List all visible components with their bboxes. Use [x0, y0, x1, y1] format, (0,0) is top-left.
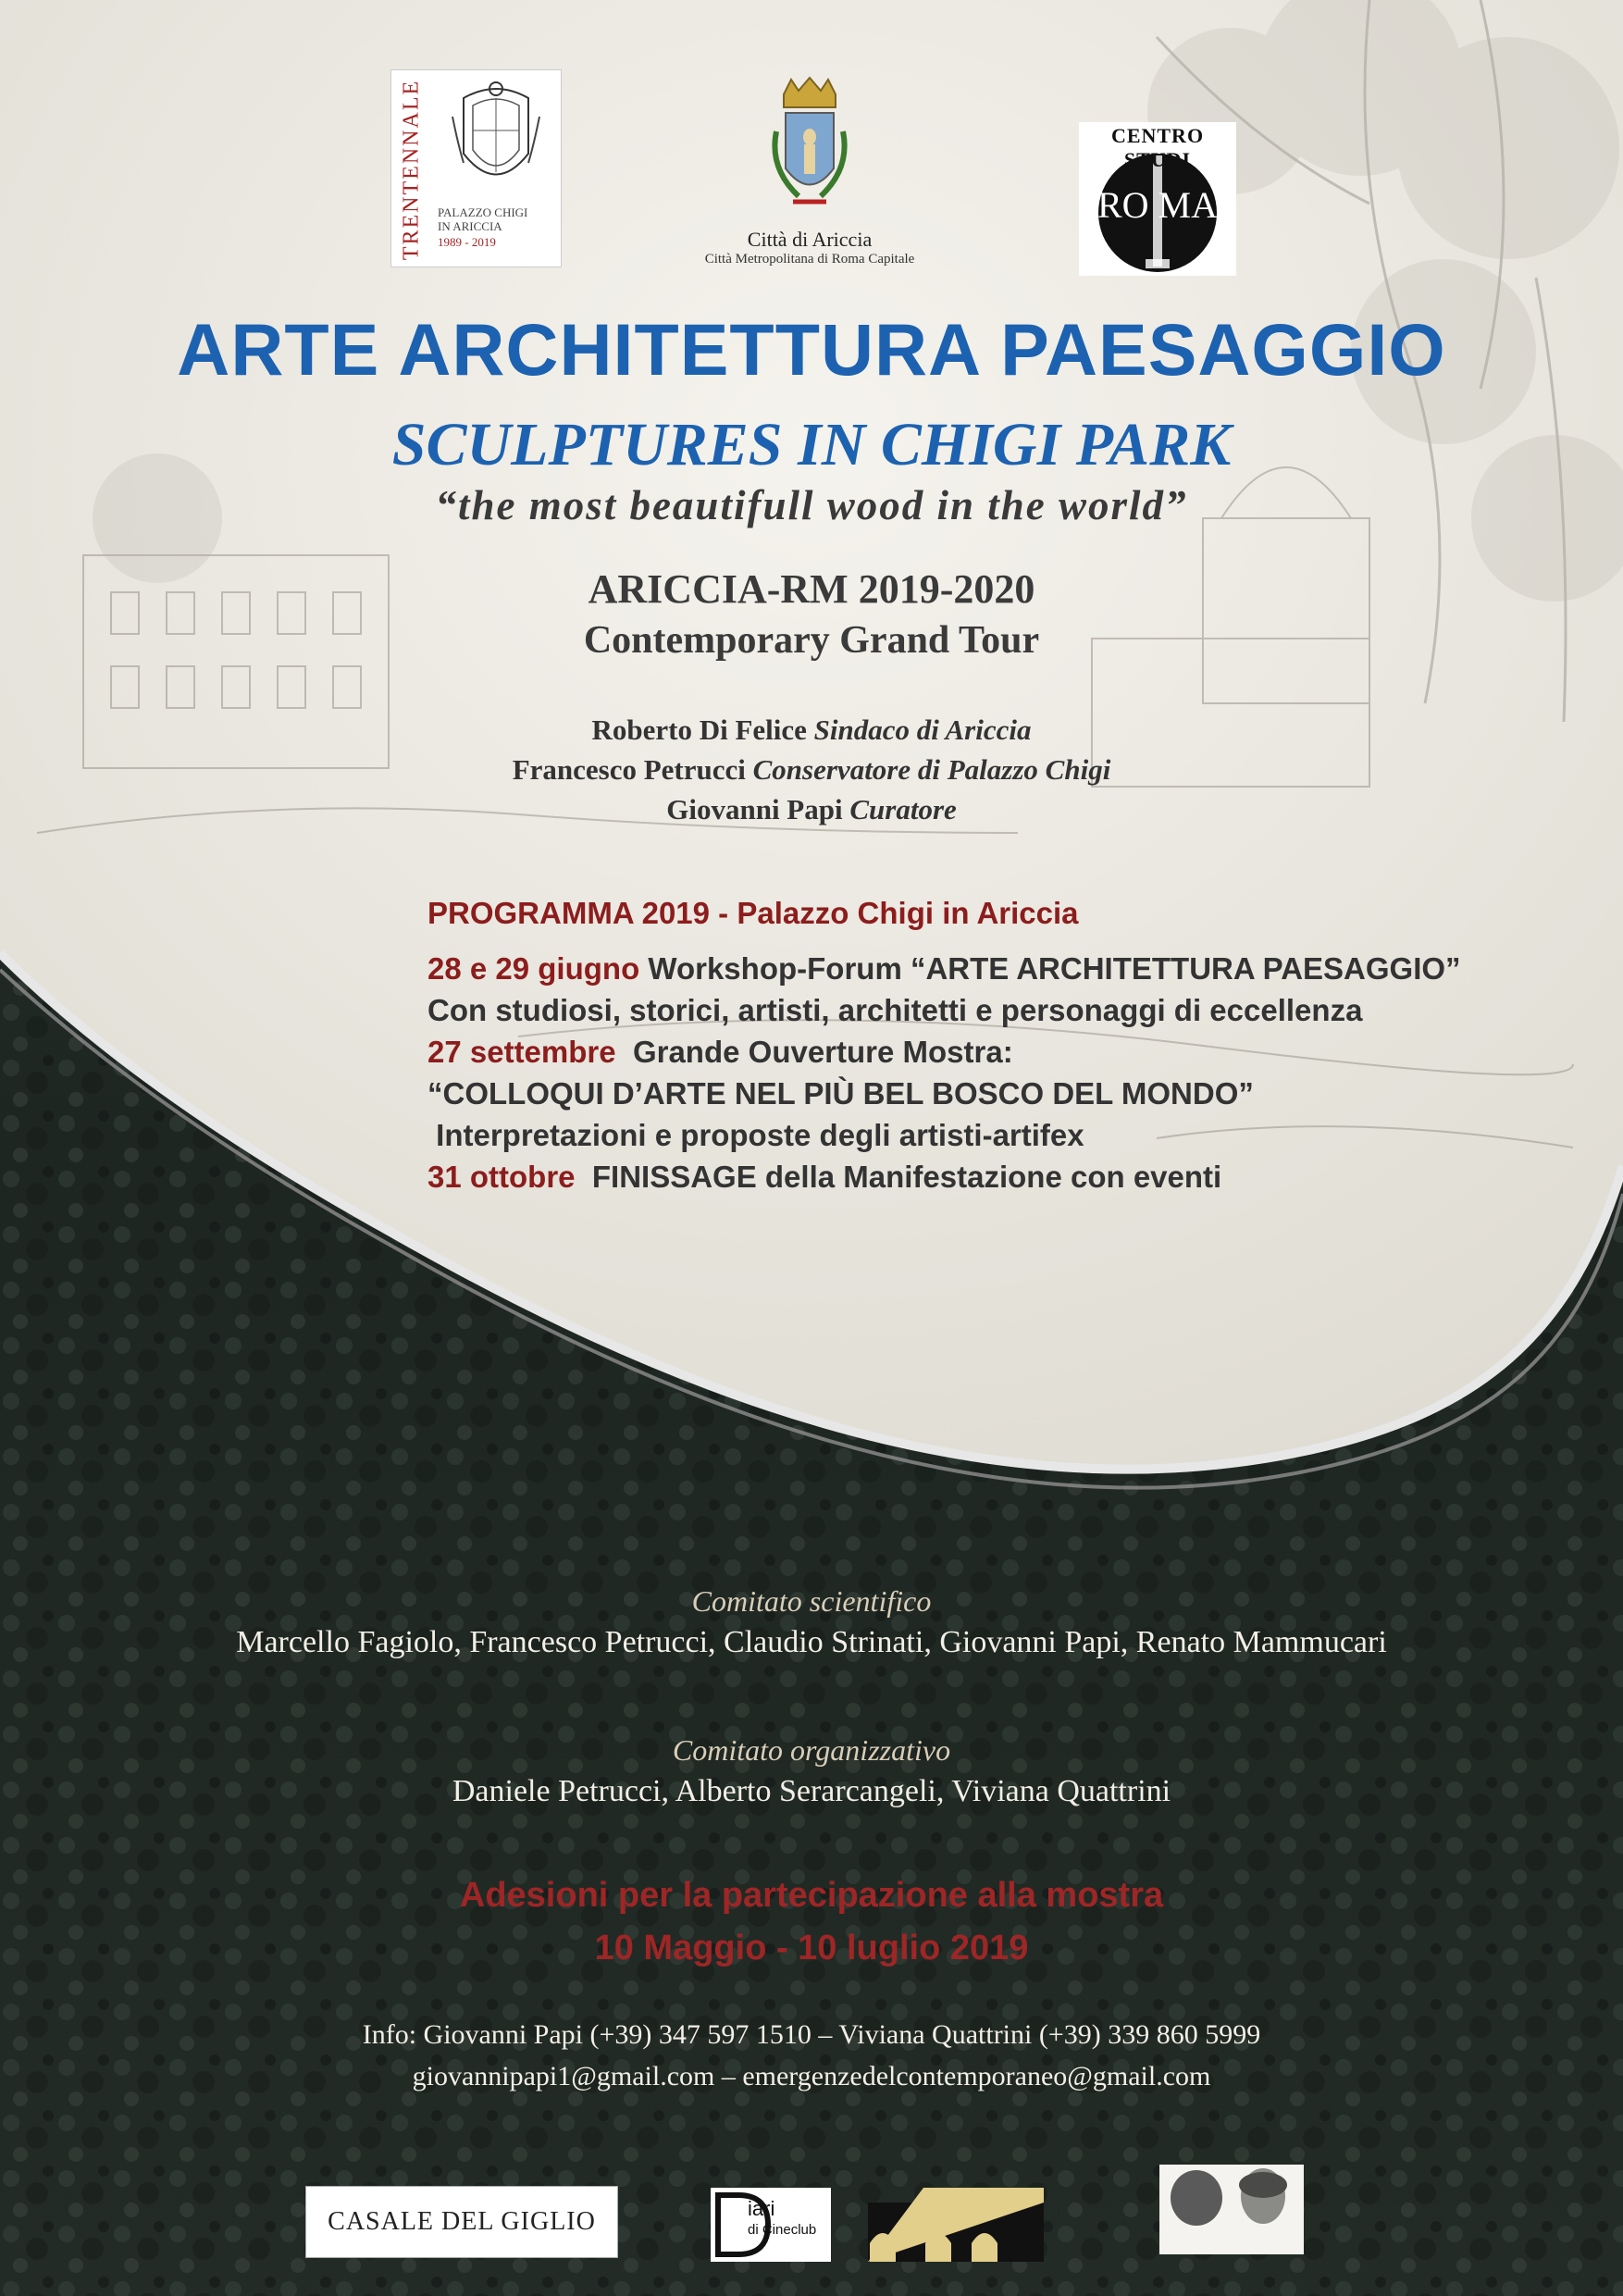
sculpture-photo-logo: [1159, 2165, 1304, 2254]
adesioni-title: Adesioni per la partecipazione alla mostra: [459, 1876, 1164, 1915]
ariccia-name: Città di Ariccia: [747, 228, 873, 251]
scientific-committee-members: Marcello Fagiolo, Francesco Petrucci, Claudio Strinati, Giovanni Papi, Renato Mammucari: [236, 1625, 1387, 1659]
scientific-committee-label: Comitato scientifico: [691, 1584, 932, 1618]
poster-subtitle: SCULPTURES IN CHIGI PARK: [391, 411, 1232, 478]
person-curator: Giovanni Papi Curatore: [666, 793, 957, 825]
program-item: 31 ottobre FINISSAGE della Manifestazione con eventi: [427, 1160, 1222, 1194]
program-item: Interpretazioni e proposte degli artisti-artifex: [427, 1118, 1084, 1152]
ariccia-subtitle: Città Metropolitana di Roma Capitale: [704, 252, 915, 267]
adesioni-dates: 10 Maggio - 10 luglio 2019: [594, 1929, 1029, 1967]
poster-quote: “the most beautifull wood in the world”: [435, 482, 1188, 528]
centro-studi-label: CENTRO STUDI: [1110, 124, 1205, 171]
palazzo-chigi-crest-icon: [445, 80, 547, 200]
trentennale-line2: IN ARICCIA: [438, 219, 502, 233]
programma-section: [427, 896, 1584, 1198]
diari-line2: di Cineclub: [748, 2222, 817, 2238]
contact-info: Info: Giovanni Papi (+39) 347 597 1510 – Viviana Quattrini (+39) 339 860 5999: [362, 2019, 1261, 2050]
organizing-committee-label: Comitato organizzativo: [672, 1733, 951, 1767]
person-mayor: Roberto Di Felice Sindaco di Ariccia: [591, 714, 1032, 746]
trentennale-label: TRENTENNALE: [399, 79, 424, 261]
event-place: ARICCIA-RM 2019-2020: [588, 566, 1035, 612]
sculpture-head-icon: [1159, 2165, 1304, 2233]
program-item: “COLLOQUI D’ARTE NEL PIÙ BEL BOSCO DEL MONDO”: [427, 1076, 1254, 1111]
program-item: 28 e 29 giugno Workshop-Forum “ARTE ARCHITETTURA PAESAGGIO”: [427, 951, 1461, 986]
contact-emails: giovannipapi1@gmail.com – emergenzedelcontemporaneo@gmail.com: [412, 2061, 1211, 2091]
trentennale-line1: PALAZZO CHIGI: [438, 205, 528, 219]
programma-heading: PROGRAMMA 2019 - Palazzo Chigi in Ariccia: [427, 896, 1079, 930]
trentennale-logo: [390, 69, 562, 267]
poster-title: ARTE ARCHITETTURA PAESAGGIO: [177, 308, 1446, 391]
casale-del-giglio-label: CASALE DEL GIGLIO: [328, 2207, 596, 2236]
roma-label: RO MA: [1096, 184, 1219, 226]
program-item: Con studiosi, storici, artisti, architetti e personaggi di eccellenza: [427, 993, 1363, 1027]
diari-di-cineclub-logo: [711, 2188, 1044, 2262]
citta-di-ariccia-logo: [648, 76, 972, 279]
centro-studi-roma-logo: [1079, 122, 1236, 276]
person-conservator: Francesco Petrucci Conservatore di Palazzo Chigi: [512, 753, 1111, 786]
ariccia-coat-of-arms-icon: [743, 76, 876, 224]
organizing-committee-members: Daniele Petrucci, Alberto Serarcangeli, Viviana Quattrini: [452, 1774, 1171, 1808]
program-item: 27 settembre Grande Ouverture Mostra:: [427, 1035, 1013, 1069]
casale-del-giglio-logo: [305, 2186, 618, 2258]
event-tour: Contemporary Grand Tour: [583, 619, 1040, 662]
diari-line1: iari: [748, 2197, 775, 2220]
trentennale-years: 1989 - 2019: [438, 235, 496, 249]
